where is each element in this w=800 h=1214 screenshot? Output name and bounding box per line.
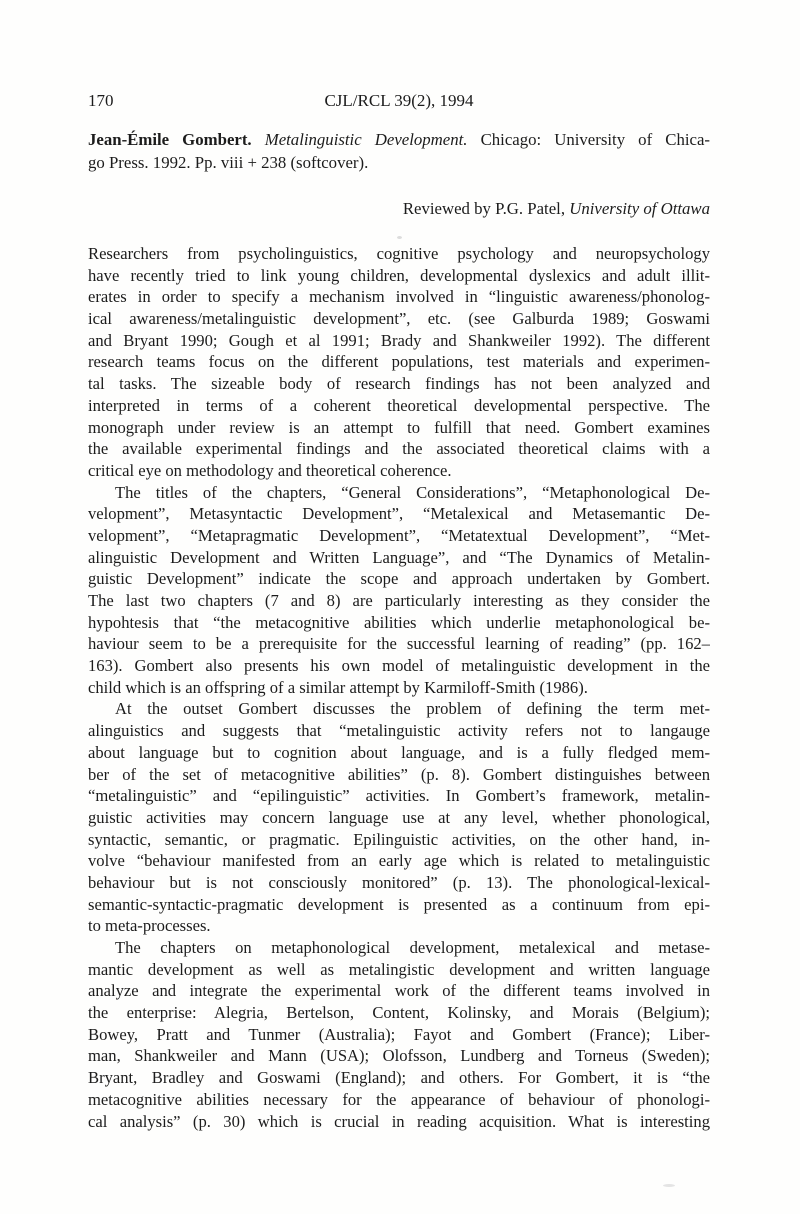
paragraph [88, 698, 710, 937]
body-line: Bowey, Pratt and Tunmer (Australia); Fayot and Gombert (France); Liber- [88, 1024, 710, 1044]
body-line: syntactic, semantic, or pragmatic. Epilinguistic activities, on the other hand, in- [88, 829, 710, 849]
body-line: 163). Gombert also presents his own model of metalinguistic development in the [88, 656, 710, 676]
paragraph [88, 243, 710, 482]
body-line: mantic development as well as metalingistic development and written language [88, 959, 710, 979]
body-line: hypohtesis that “the metacognitive abilities which underlie metaphonological be- [88, 612, 710, 632]
body-line: Researchers from psycholinguistics, cognitive psychology and neuropsychology [88, 244, 710, 263]
reviewer-line [88, 199, 710, 219]
body-line: semantic-syntactic-pragmatic development is presented as a continuum from epi- [88, 894, 710, 914]
body-line: about language but to cognition about language, and is a fully fledged mem- [88, 742, 710, 762]
citation-run: Metalinguistic Development. [264, 130, 468, 149]
scan-artifact-mark [663, 1184, 675, 1187]
scan-artifact-speck [397, 236, 402, 239]
citation-line [88, 128, 710, 151]
citation-run: Chicago: University of Chica- [467, 130, 710, 149]
body-line: At the outset Gombert discusses the problem of defining the term met- [115, 699, 710, 719]
citation-run: go Press. 1992. Pp. viii + 238 (softcover). [88, 153, 369, 172]
body-line: guistic activities may concern language use at any level, whether phonological, [88, 807, 710, 827]
body-line: The last two chapters (7 and 8) are particularly interesting as they consider the [88, 591, 710, 610]
body-line: and Bryant 1990; Gough et al 1991; Brady and Shankweiler 1992). The different [88, 330, 710, 350]
body-line: ical awareness/metalinguistic development”, etc. (see Galburda 1989; Goswami [88, 309, 710, 329]
body-line: child which is an offspring of a similar attempt by Karmiloff-Smith (1986). [88, 677, 588, 697]
body-line: velopment”, “Metapragmatic Development”, “Metatextual Development”, “Met- [88, 525, 710, 545]
body-line: erates in order to specify a mechanism involved in “linguistic awareness/phonolog- [88, 287, 710, 307]
body-line: metacognitive abilities necessary for the appearance of behaviour of phonologi- [88, 1089, 710, 1109]
body-line: analyze and integrate the experimental work of the different teams involved in [88, 981, 710, 1001]
body-line: cal analysis” (p. 30) which is crucial in reading acquisition. What is interesting [88, 1111, 710, 1131]
journal-running-head: CJL/RCL 39(2), 1994 [324, 91, 474, 110]
body-line: interpreted in terms of a coherent theoretical developmental perspective. The [88, 395, 710, 415]
body-line: have recently tried to link young children, developmental dyslexics and adult illit- [88, 265, 710, 285]
body-line: the available experimental findings and the associated theoretical claims with a [88, 439, 710, 459]
body-line: man, Shankweiler and Mann (USA); Olofsson, Lundberg and Torneus (Sweden); [88, 1046, 710, 1066]
body-line: ber of the set of metacognitive abilities” (p. 8). Gombert distinguishes between [88, 764, 710, 784]
citation-run: Jean-Émile Gombert. [88, 130, 252, 149]
body-line: alinguistic Development and Written Language”, and “The Dynamics of Metalin- [88, 547, 710, 567]
page-number: 170 [88, 91, 114, 110]
body-line: volve “behaviour manifested from an early age which is related to metalinguistic [88, 851, 710, 871]
body-line: Bryant, Bradley and Goswami (England); and others. For Gombert, it is “the [88, 1068, 710, 1088]
body-line: “metalinguistic” and “epilinguistic” activities. In Gombert’s framework, metalin- [88, 786, 710, 806]
reviewer-run: Reviewed by P.G. Patel, [402, 199, 570, 218]
page-header [88, 91, 710, 111]
body-line: guistic Development” indicate the scope and approach undertaken by Gombert. [88, 569, 710, 589]
citation-run [252, 130, 265, 149]
reviewer-run: University of Ottawa [569, 199, 710, 218]
citation-line [88, 151, 710, 174]
body-line: alinguistics and suggests that “metalinguistic activity refers not to langauge [88, 721, 710, 741]
body-line: velopment”, Metasyntactic Development”, “Metalexical and Metasemantic De- [88, 504, 710, 524]
review-body [88, 243, 710, 1132]
body-line: The chapters on metaphonological development, metalexical and metase- [115, 938, 710, 957]
book-citation [88, 128, 710, 174]
paragraph [88, 482, 710, 699]
body-line: tal tasks. The sizeable body of research findings has not been analyzed and [88, 374, 710, 394]
body-line: haviour seem to be a prerequisite for the successful learning of reading” (pp. 162– [88, 634, 710, 654]
body-line: to meta-processes. [88, 916, 211, 936]
body-line: critical eye on methodology and theoretical coherence. [88, 460, 452, 480]
body-line: the enterprise: Alegria, Bertelson, Content, Kolinsky, and Morais (Belgium); [88, 1003, 710, 1023]
body-line: The titles of the chapters, “General Considerations”, “Metaphonological De- [115, 482, 710, 502]
body-line: research teams focus on the different populations, test materials and experimen- [88, 352, 710, 372]
paragraph [88, 937, 710, 1132]
body-line: monograph under review is an attempt to fulfill that need. Gombert examines [88, 417, 710, 437]
body-line: behaviour but is not consciously monitored” (p. 13). The phonological-lexical- [88, 872, 710, 892]
